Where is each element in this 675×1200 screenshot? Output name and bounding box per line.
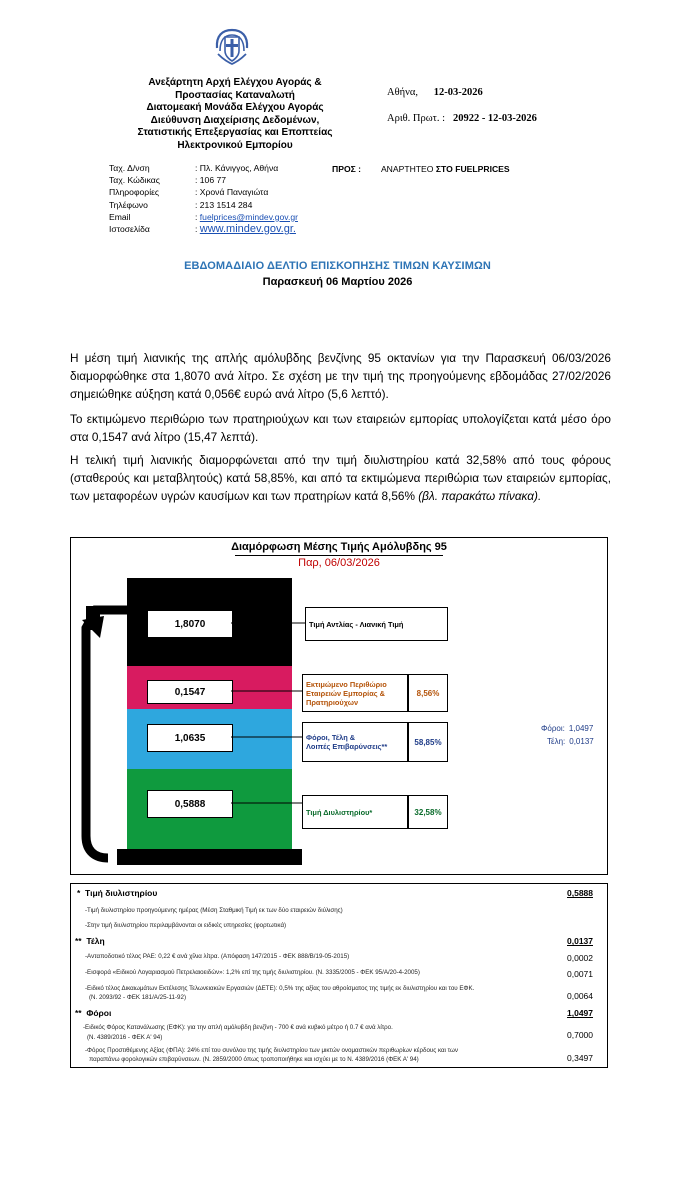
taxes-value: 1,0635 — [147, 724, 233, 752]
row-detail-reference: (Ν. 4389/2016 - ΦΕΚ Α' 94) — [87, 1034, 163, 1041]
row-marker: ** — [75, 936, 82, 946]
website-colon: : — [195, 224, 198, 235]
paragraph-price: Η μέση τιμή λιανικής της απλής αμόλυβδης βενζίνης 95 οκτανίων για την Παρασκευή 06/03/2026 διαμορφώθηκε στα 1,8070 ανά λίτρο. Σε σχέση με την τιμή της προηγούμενης εβδομάδας 27/02/2026 σημειώθηκε αύξηση κατά 0,056€ ευρώ ανά λίτρο (5,6 λεπτό). — [70, 351, 611, 401]
row-marker: * — [77, 888, 81, 898]
margin-label — [302, 674, 408, 712]
row-detail: -Ανταποδοτικό τέλος ΡΑΕ: 0,22 € ανά χίλια λίτρα. (Απόφαση 147/2015 - ΦΕΚ 888/Β/19-05-2015) — [85, 953, 350, 960]
contact-block — [109, 162, 298, 235]
row-detail: -Εισφορά «Ειδικού Λογαριασμού Πετρελαιοειδών»: 1,2% επί της τιμής διυλιστηρίου. (Ν. 3335/2005 - ΦΕΚ 95/Α/20-4-2005) — [85, 969, 420, 976]
connector-lines — [231, 605, 311, 820]
protocol-label: Αριθ. Πρωτ. : — [387, 113, 446, 124]
row-detail: -Ειδικός Φόρος Κατανάλωσης (ΕΦΚ): για την απλή αμόλυβδη βενζίνη - 700 € ανά κυβικό μέτρο ή 0.7 € ανά λίτρο. — [83, 1024, 393, 1031]
contact-row — [109, 174, 298, 186]
taxes-label-line: Φόροι, Τέλη & — [306, 733, 356, 742]
chart-title: Διαμόρφωση Μέσης Τιμής Αμόλυβδης 95 — [231, 541, 447, 553]
paragraph-composition-text: Η τελική τιμή λιανικής διαμορφώνεται από την τιμή διυλιστηρίου κατά 32,58% από τους φόρους (σταθερούς και μεταβλητούς) κατά 58,85%, και από τα εκτιμώμενα περιθώρια των εταιρειών εμπορίας, των μεταφορέων υγρών καυσίμων και των πρατηρίων κατά 8,56% — [70, 453, 611, 503]
recipient-label: ΠΡΟΣ : — [332, 164, 362, 174]
protocol-line — [387, 113, 537, 124]
margin-value: 0,1547 — [147, 680, 233, 704]
margin-label-line: Εταιρειών Εμπορίας & — [306, 688, 385, 698]
email-colon: : — [195, 211, 198, 222]
row-value: 1,0497 — [567, 1008, 593, 1018]
date-line — [387, 87, 483, 98]
recipient-line — [332, 164, 510, 174]
org-line: Προστασίας Καταναλωτή — [175, 89, 295, 101]
website-label: Ιστοσελίδα — [109, 224, 150, 235]
email-label: Email — [109, 211, 131, 222]
contact-value: : Πλ. Κάνιγγος, Αθήνα — [195, 163, 279, 173]
greek-coat-of-arms-icon — [210, 24, 254, 68]
org-line: Διεύθυνση Διαχείρισης Δεδομένων, — [150, 114, 320, 126]
contact-row — [109, 223, 298, 235]
refinery-value: 0,5888 — [147, 790, 233, 818]
row-value: 0,7000 — [567, 1030, 593, 1040]
recipient-target: ΣΤΟ FUELPRICES — [435, 164, 510, 174]
org-line: Διατομεακή Μονάδα Ελέγχου Αγοράς — [146, 102, 324, 114]
row-detail: -Τιμή διυλιστηρίου προηγούμενης ημέρας (Μέση Σταθμική Τιμή εκ των δύο εταιρειών διύλισης) — [85, 907, 343, 914]
row-value: 0,0002 — [567, 953, 593, 963]
row-title: Τέλη — [86, 936, 105, 946]
protocol-number: 20922 - 12-03-2026 — [452, 113, 537, 124]
bulletin-title: ΕΒΔΟΜΑΔΙΑΙΟ ΔΕΛΤΙΟ ΕΠΙΣΚΟΠΗΣΗΣ ΤΙΜΩΝ ΚΑΥΣΙΜΩΝ — [184, 260, 491, 272]
row-value: 0,0137 — [567, 936, 593, 946]
contact-row — [109, 199, 298, 211]
taxes-breakdown-label: Φόροι: — [541, 724, 565, 733]
refinery-label: Τιμή Διυλιστηρίου* — [302, 795, 408, 829]
organization-block — [100, 77, 370, 153]
document-date: 12-03-2026 — [433, 87, 483, 98]
contact-value: : 106 77 — [195, 175, 227, 186]
taxes-percent: 58,85% — [408, 722, 448, 762]
margin-percent: 8,56% — [408, 674, 448, 712]
total-value: 1,8070 — [147, 610, 233, 638]
row-detail-reference: παραπάνω φορολογικών επιβαρύνσεων. (Ν. 2859/2000 όπως τροποποιήθηκε και ισχύει με το Ν. 4389/2016 (ΦΕΚ Α' 94) — [89, 1056, 419, 1063]
margin-label-line: Πρατηριούχων — [306, 697, 359, 707]
recipient-prefix: ΑΝΑΡΤΗΤΕΟ — [380, 164, 434, 174]
email-link[interactable]: fuelprices@mindev.gov.gr — [199, 211, 298, 222]
contact-label: Ταχ. Δ/νση — [109, 163, 150, 173]
refinery-percent: 32,58% — [408, 795, 448, 829]
row-value: 0,3497 — [567, 1053, 593, 1063]
row-detail-reference: (Ν. 2093/92 - ΦΕΚ 181/Α/25-11-92) — [89, 994, 186, 1001]
pump-base — [117, 849, 302, 865]
chart-subtitle: Παρ, 06/03/2026 — [298, 557, 380, 569]
org-line: Στατιστικής Επεξεργασίας και Εποπτείας — [137, 127, 333, 139]
bulletin-date: Παρασκευή 06 Μαρτίου 2026 — [262, 276, 413, 288]
paragraph-composition — [70, 451, 611, 505]
contact-row — [109, 186, 298, 198]
contact-value: : 213 1514 284 — [195, 199, 253, 210]
margin-label-line: Εκτιμώμενο Περιθώριο — [306, 679, 387, 689]
row-title: Τιμή διυλιστηρίου — [85, 888, 158, 898]
row-value: 0,0071 — [567, 969, 593, 979]
fees-breakdown-value: 0,0137 — [569, 737, 594, 746]
fees-breakdown-row — [547, 737, 594, 746]
row-detail: -Ειδικό τέλος Δικαιωμάτων Εκτέλεσης Τελωνειακών Εργασιών (ΔΕΤΕ): 0,5% της αξίας του αθροίσματος της τιμής εκ διυλιστηρίου και του ΕΦΚ. — [85, 985, 475, 992]
contact-label: Τηλέφωνο — [109, 199, 148, 210]
fees-breakdown-label: Τέλη: — [547, 737, 566, 746]
row-detail: -Φόρος Προστιθέμενης Αξίας (ΦΠΑ): 24% επί του συνόλου της τιμής διυλιστηρίου των μικτών ονομαστικών περιθωρίων κέρδους και των — [85, 1047, 458, 1054]
taxes-breakdown-value: 1,0497 — [568, 724, 594, 733]
org-line: Ανεξάρτητη Αρχή Ελέγχου Αγοράς & — [148, 77, 322, 88]
contact-row — [109, 211, 298, 223]
paragraph-composition-note: (βλ. παρακάτω πίνακα). — [418, 489, 542, 503]
row-value: 0,0064 — [567, 991, 593, 1001]
row-detail: -Στην τιμή διυλιστηρίου περιλαμβάνονται οι ειδικές υπηρεσίες (φορτωτικά) — [85, 922, 287, 929]
title-divider — [235, 555, 443, 556]
org-line: Ηλεκτρονικού Εμπορίου — [177, 139, 293, 151]
total-label: Τιμή Αντλίας - Λιανική Τιμή — [305, 607, 448, 641]
contact-value: : Χρονά Παναγιώτα — [195, 187, 269, 198]
paragraph-margin: Το εκτιμώμενο περιθώριο των πρατηριούχων και των εταιρειών εμπορίας υπολογίζεται κατά μέσο όρο στα 0,1547 ανά λίτρο (15,47 λεπτά). — [70, 412, 611, 444]
contact-label: Ταχ. Κώδικας — [109, 175, 160, 186]
contact-row — [109, 162, 298, 174]
row-value: 0,5888 — [567, 888, 593, 898]
row-marker: ** — [75, 1008, 82, 1018]
taxes-breakdown-row — [541, 724, 593, 733]
city-label: Αθήνα, — [387, 87, 418, 98]
taxes-label — [302, 722, 408, 762]
taxes-label-line: Λοιπές Επιβαρύνσεις** — [306, 742, 388, 751]
website-link[interactable]: www.mindev.gov.gr. — [199, 223, 296, 236]
row-title: Φόροι — [86, 1008, 112, 1018]
contact-label: Πληροφορίες — [109, 187, 160, 198]
